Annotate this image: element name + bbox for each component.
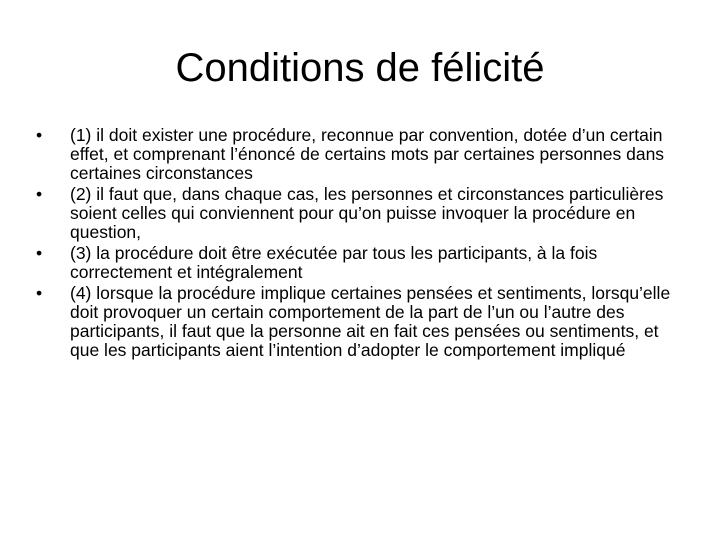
bullet-text: (3) la procédure doit être exécutée par tous les participants, à la fois correctement et intégralement xyxy=(70,243,598,282)
bullet-text: (1) il doit exister une procédure, reconnue par convention, dotée d’un certain effet, et comprenant l’énoncé de certains mots par certaines personnes dans certaines circonstances xyxy=(70,125,665,183)
bullet-item-2 xyxy=(36,185,686,242)
bullet-marker: • xyxy=(36,283,43,303)
bullet-marker: • xyxy=(36,184,43,204)
bullet-text: (4) lorsque la procédure implique certaines pensées et sentiments, lorsqu’elle doit provoquer un certain comportement de la part de l’un ou l’autre des participants, il faut que la personne ait en fait ces pensées ou sentiments, et que les participants aient l’intention d’adopter le comportement impliqué xyxy=(70,283,671,360)
bullet-text: (2) il faut que, dans chaque cas, les personnes et circonstances particulières soient celles qui conviennent pour qu’on puisse invoquer la procédure en question, xyxy=(70,184,664,242)
slide-title: Conditions de félicité xyxy=(175,46,545,90)
bullet-item-4 xyxy=(36,284,686,360)
bullet-item-1 xyxy=(36,126,686,183)
bullet-marker: • xyxy=(36,243,43,263)
bullet-marker: • xyxy=(36,125,43,145)
bullet-list xyxy=(36,126,686,362)
bullet-item-3 xyxy=(36,244,686,282)
